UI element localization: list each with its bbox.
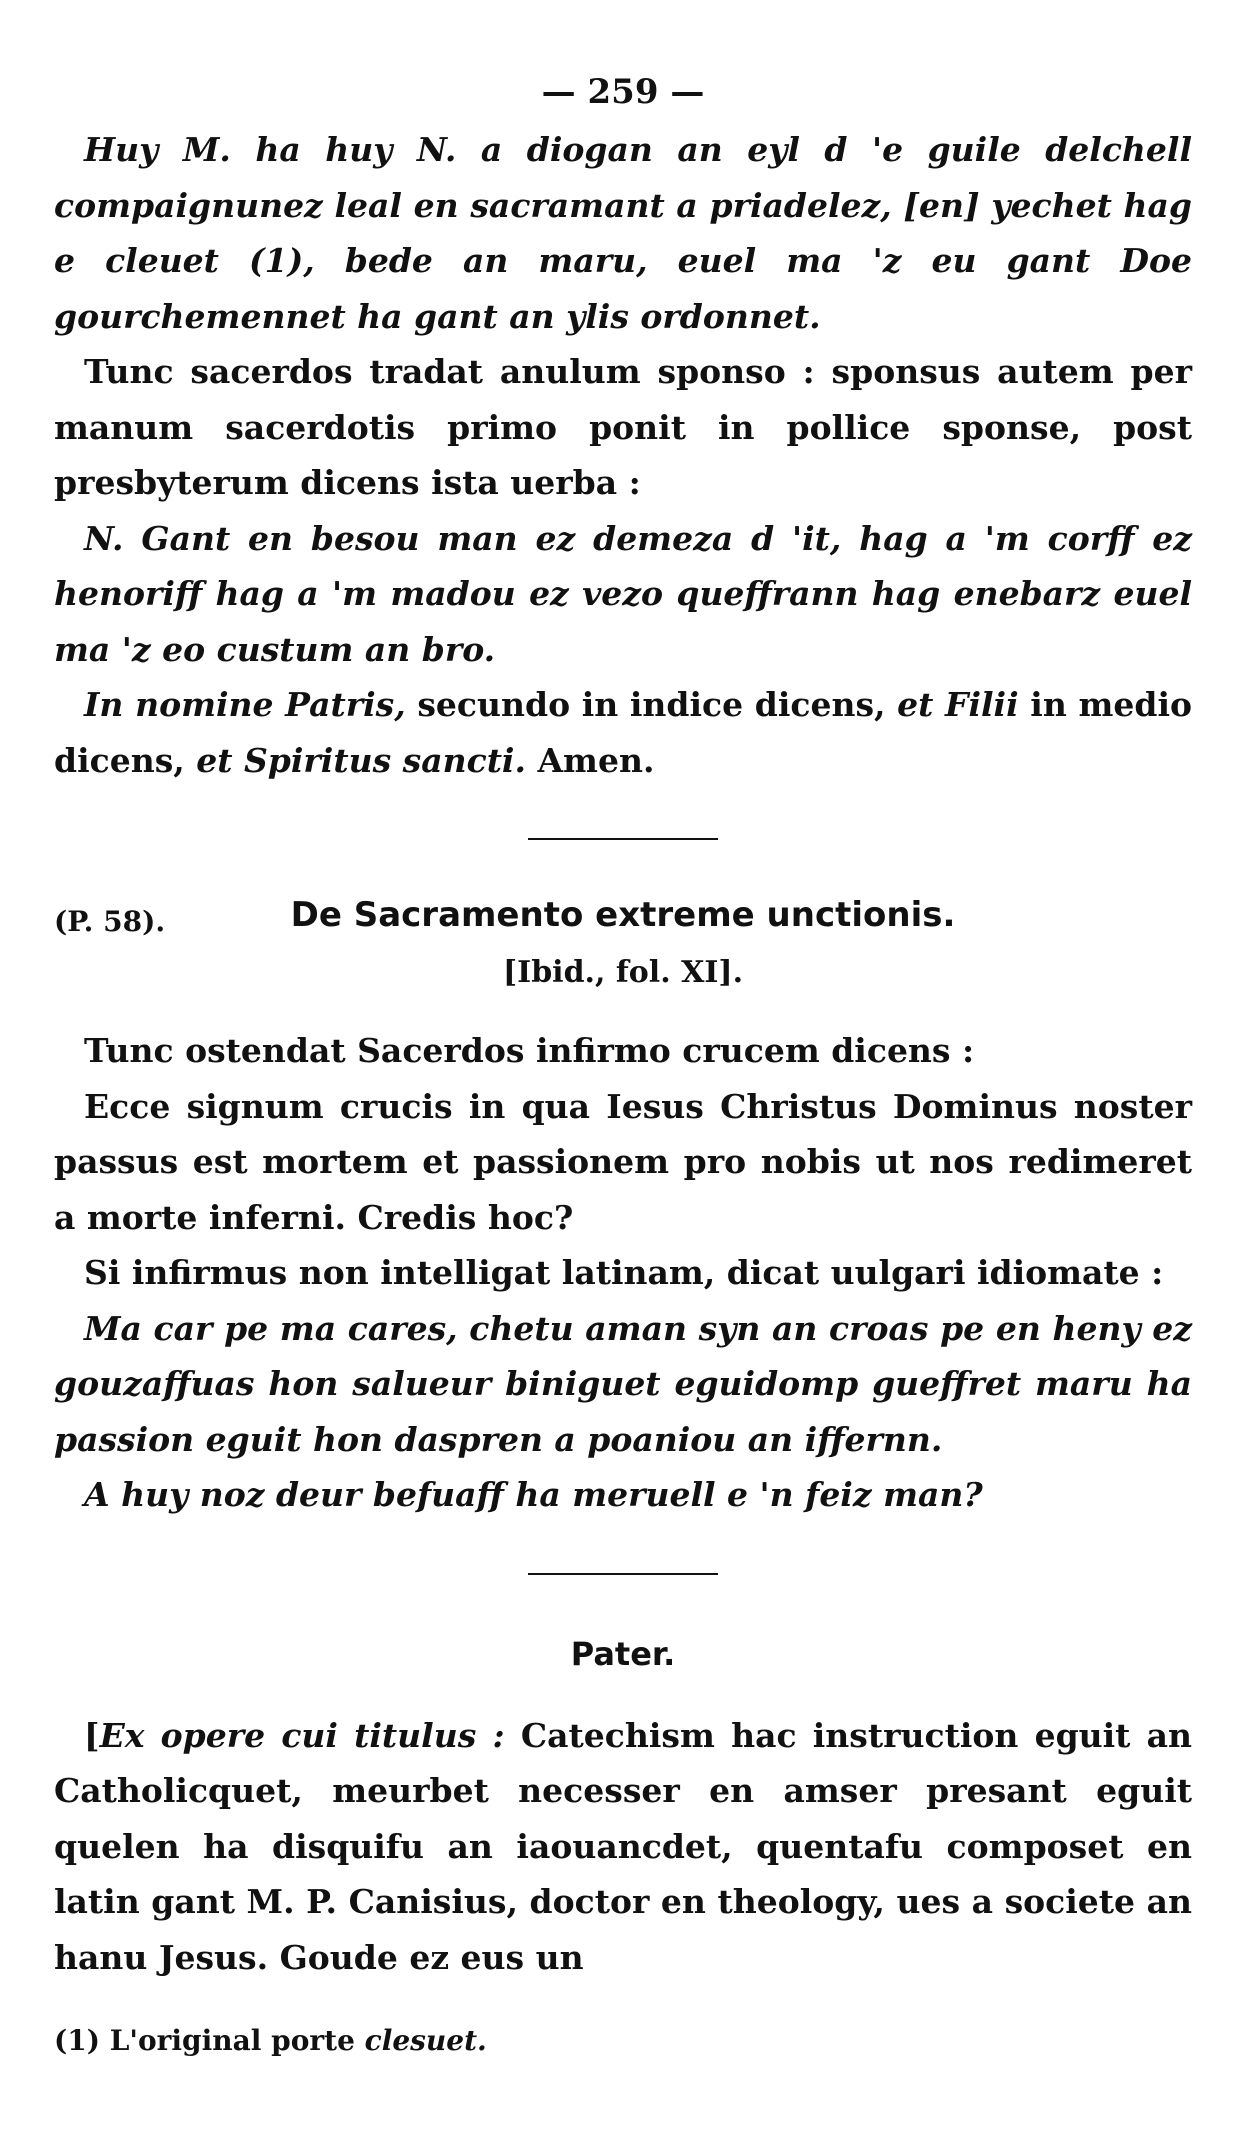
source-reference: [Ibid., fol. XI]. [502, 955, 744, 990]
vernacular-rubric-paragraph: Si infirmus non intelligat latinam, dicat uulgari idiomate : [84, 1253, 1164, 1292]
section-heading-row [54, 895, 1192, 951]
page-reference: (P. 58). [54, 905, 166, 938]
page [54, 72, 1192, 2061]
catechism-paragraph: [Ex opere cui titulus : Catechism hac instruction eguit an Catholicquet, meurbet necesser en amser presant eguit quelen ha disquifu an iaouancdet, quentafu composet en latin gant M. P. Canisius, doctor en theology, ues a societe an hanu Jesus. Goude ez eus un [54, 1715, 1192, 1977]
ring-rubric-paragraph: Tunc sacerdos tradat anulum sponso : sponsus autem per manum sacerdotis primo ponit in pollice sponse, post presbyterum dicens ista uerba : [54, 352, 1192, 502]
breton-cross-paragraph: Ma car pe ma cares, chetu aman syn an croas pe en heny ez gouzaffuas hon salueur biniguet eguidomp gueffret maru ha passion eguit hon daspren a poaniou an iffernn. [54, 1308, 1192, 1459]
breton-ring-paragraph: N. Gant en besou man ez demeza d 'it, hag a 'm corff ez henoriff hag a 'm madou ez vezo queffrann hag enebarz euel ma 'z eo custum an bro. [54, 518, 1192, 669]
latin-cross-paragraph: Ecce signum crucis in qua Iesus Christus Dominus noster passus est mortem et passionem pro nobis ut nos redimeret a morte inferni. Credis hoc? [54, 1086, 1192, 1237]
breton-vow-paragraph: Huy M. ha huy N. a diogan an eyl d 'e guile delchell compaignunez leal en sacramant a priadelez, [en] yechet hag e cleuet (1), bede an maru, euel ma 'z eu gant Doe gourchemennet ha gant an ylis ordonnet. [54, 130, 1192, 336]
footnote: (1) L'original porte clesuet. [54, 2024, 487, 2057]
breton-question-paragraph: A huy noz deur befuaff ha meruell e 'n feiz man? [84, 1475, 983, 1514]
pater-title: Pater. [570, 1634, 676, 1673]
page-number: — 259 — [541, 72, 705, 112]
section-title: De Sacramento extreme unctionis. [290, 895, 956, 935]
trinitarian-formula-paragraph: In nomine Patris, secundo in indice dicens, et Filii in medio dicens, et Spiritus sancti. Amen. [54, 685, 1192, 780]
unction-rubric-paragraph: Tunc ostendat Sacerdos infirmo crucem dicens : [84, 1031, 975, 1070]
